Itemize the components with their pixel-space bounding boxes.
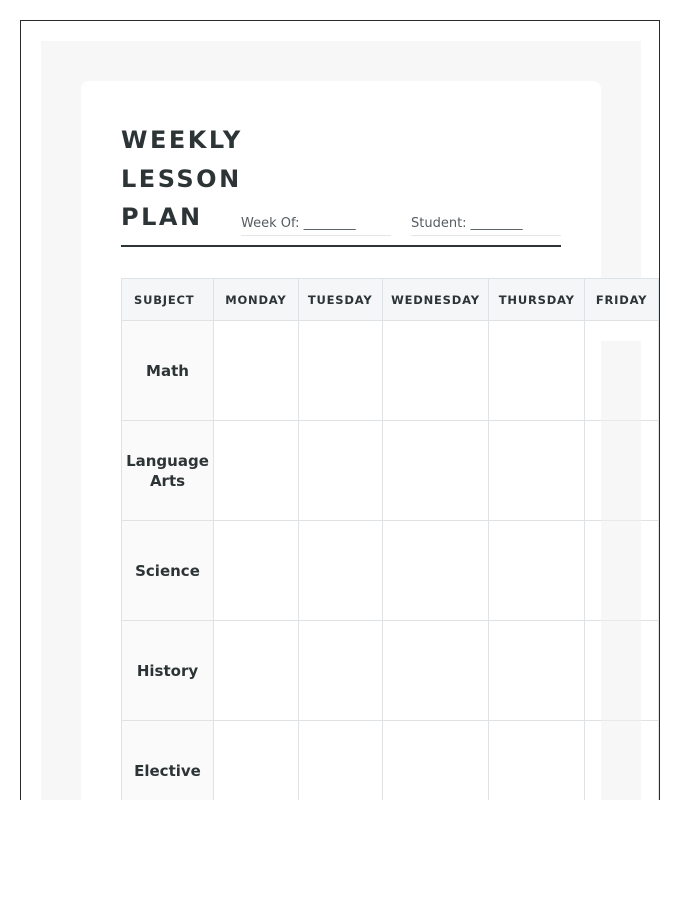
table-row [122, 421, 659, 521]
plan-cell[interactable] [489, 721, 585, 801]
page-frame [20, 20, 660, 800]
plan-cell[interactable] [298, 621, 382, 721]
column-header-friday: FRIDAY [585, 279, 659, 321]
table-header-row [122, 279, 659, 321]
table-row [122, 321, 659, 421]
plan-cell[interactable] [213, 621, 298, 721]
plan-cell[interactable] [382, 421, 489, 521]
subject-math: Math [122, 321, 214, 421]
plan-cell[interactable] [298, 421, 382, 521]
subject-elective: Elective [122, 721, 214, 801]
header [121, 121, 561, 247]
plan-cell[interactable] [585, 321, 659, 421]
lesson-plan-table [121, 278, 659, 800]
column-header-tuesday: TUESDAY [298, 279, 382, 321]
plan-cell[interactable] [585, 521, 659, 621]
plan-cell[interactable] [585, 721, 659, 801]
plan-cell[interactable] [489, 621, 585, 721]
plan-cell[interactable] [213, 421, 298, 521]
plan-cell[interactable] [298, 721, 382, 801]
table-row [122, 721, 659, 801]
student-field[interactable]: Student: ________ [411, 214, 561, 236]
plan-cell[interactable] [298, 321, 382, 421]
title-line-2: LESSON [121, 164, 242, 193]
plan-cell[interactable] [585, 621, 659, 721]
column-header-monday: MONDAY [213, 279, 298, 321]
column-header-thursday: THURSDAY [489, 279, 585, 321]
title-line-3: PLAN [121, 203, 203, 231]
subject-science: Science [122, 521, 214, 621]
plan-cell[interactable] [298, 521, 382, 621]
subject-history: History [122, 621, 214, 721]
column-header-subject: SUBJECT [122, 279, 214, 321]
plan-cell[interactable] [489, 421, 585, 521]
page-title [121, 121, 241, 237]
plan-cell[interactable] [213, 721, 298, 801]
table-row [122, 621, 659, 721]
plan-cell[interactable] [382, 521, 489, 621]
plan-cell[interactable] [213, 321, 298, 421]
plan-cell[interactable] [585, 421, 659, 521]
title-line-1: WEEKLY [121, 126, 243, 154]
plan-cell[interactable] [382, 721, 489, 801]
column-header-wednesday: WEDNESDAY [382, 279, 489, 321]
subject-language-arts: Language Arts [122, 421, 214, 521]
plan-cell[interactable] [382, 321, 489, 421]
plan-cell[interactable] [489, 521, 585, 621]
week-of-field[interactable]: Week Of: ________ [241, 214, 391, 236]
plan-cell[interactable] [382, 621, 489, 721]
plan-cell[interactable] [213, 521, 298, 621]
table-row [122, 521, 659, 621]
plan-cell[interactable] [489, 321, 585, 421]
